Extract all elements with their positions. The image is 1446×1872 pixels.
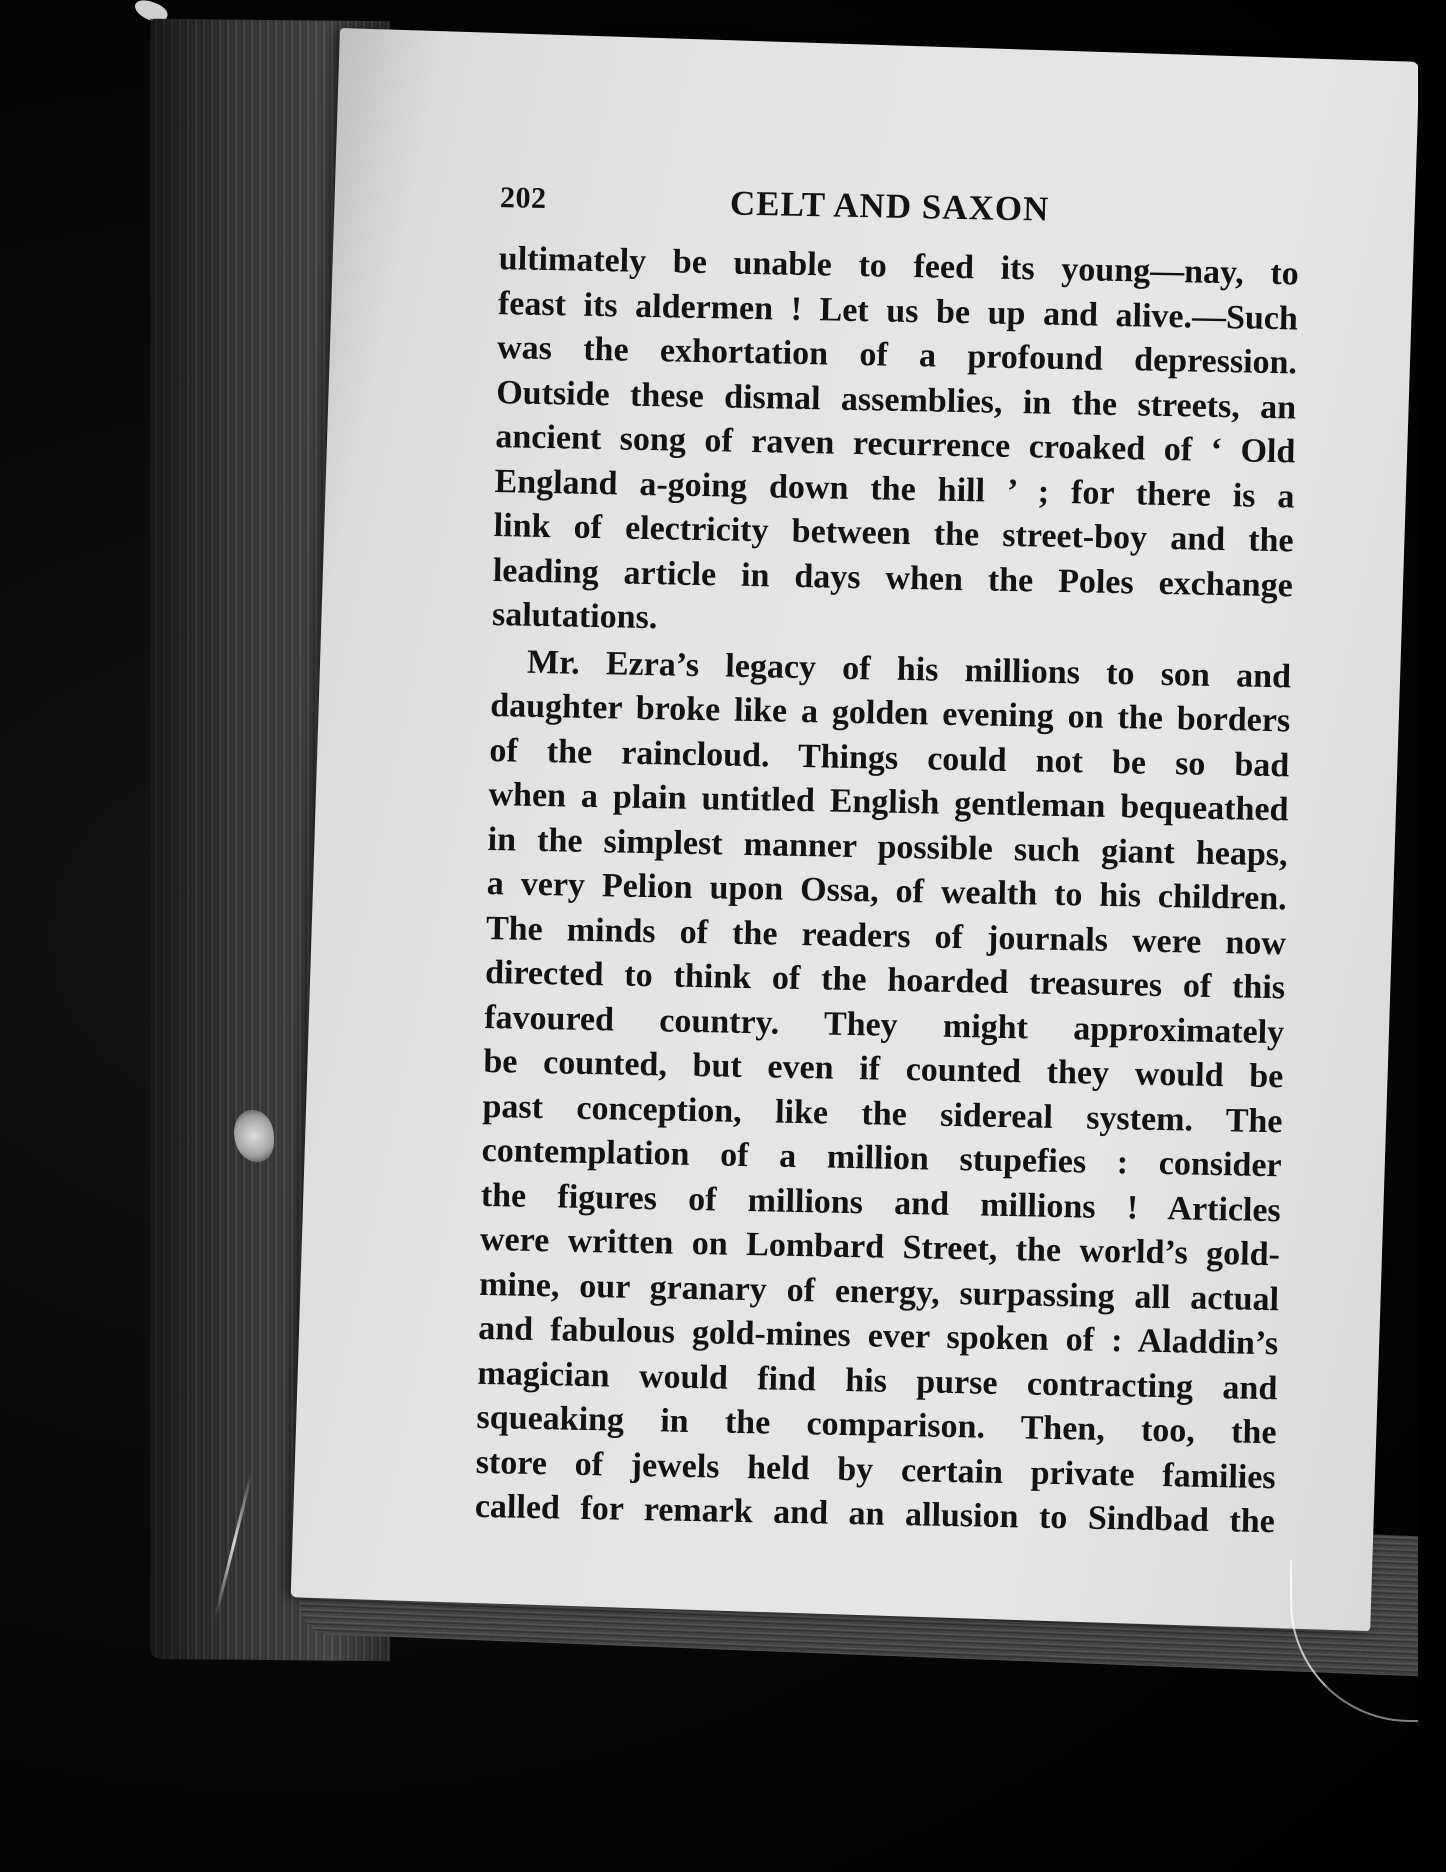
text-line: directed to think of the hoarded treasures of this [484, 953, 1286, 1007]
text-line: store of jewels held by certain private families [475, 1443, 1276, 1496]
text-line: be counted, but even if counted they would be [483, 1042, 1284, 1096]
text-line: called for remark and an allusion to Sindbad the [474, 1487, 1276, 1541]
paragraph [474, 640, 1291, 1545]
paragraph [492, 237, 1300, 653]
text-line: Mr. Ezra’s legacy of his millions to son and [526, 643, 1292, 695]
text-line: magician would find his purse contracting and [477, 1354, 1278, 1407]
text-line: contemplation of a million stupefies : consider [481, 1131, 1282, 1185]
text-line: a very Pelion upon Ossa, of wealth to his children. [486, 864, 1288, 918]
text-line: in the simplest manner possible such giant heaps, [487, 820, 1288, 873]
text-line: favoured country. They might approximately [483, 998, 1285, 1051]
text-line: and fabulous gold-mines ever spoken of : Aladdin’s [477, 1309, 1279, 1363]
scan-right-edge [1418, 0, 1446, 1872]
text-line: the figures of millions and millions ! Articles [480, 1176, 1282, 1229]
text-line: ancient song of raven recurrence croaked of ‘ Old [495, 418, 1296, 471]
text-line: daughter broke like a golden evening on the borders [489, 687, 1291, 740]
page-content [474, 173, 1300, 1545]
text-line: squeaking in the comparison. Then, too, the [476, 1398, 1277, 1452]
text-line: were written on Lombard Street, the world’s gold- [479, 1220, 1281, 1274]
text-line: The minds of the readers of journals were now [485, 909, 1287, 962]
book-page [291, 28, 1420, 1631]
text-line: ultimately be unable to feed its young—nay, to [498, 240, 1300, 293]
text-line: when a plain untitled English gentleman bequeathed [488, 776, 1289, 829]
text-line: mine, our granary of energy, surpassing all actual [478, 1265, 1280, 1318]
text-line: feast its aldermen ! Let us be up and alive.—Such [497, 284, 1299, 337]
text-line: salutations. [491, 596, 658, 637]
text-line: link of electricity between the street-boy and the [493, 507, 1294, 560]
text-line: was the exhortation of a profound depression. [496, 329, 1298, 382]
text-line: England a-going down the hill ’ ; for there is a [494, 462, 1295, 515]
text-line: Outside these dismal assemblies, in the streets, an [495, 373, 1297, 426]
text-line: leading article in days when the Poles exchange [492, 551, 1294, 604]
text-line: of the raincloud. Things could not be so bad [489, 731, 1290, 784]
page-number: 202 [499, 181, 547, 215]
body-text [474, 237, 1299, 1545]
running-head-title: CELT AND SAXON [729, 183, 1050, 229]
text-line: past conception, like the sidereal system. The [482, 1087, 1283, 1140]
